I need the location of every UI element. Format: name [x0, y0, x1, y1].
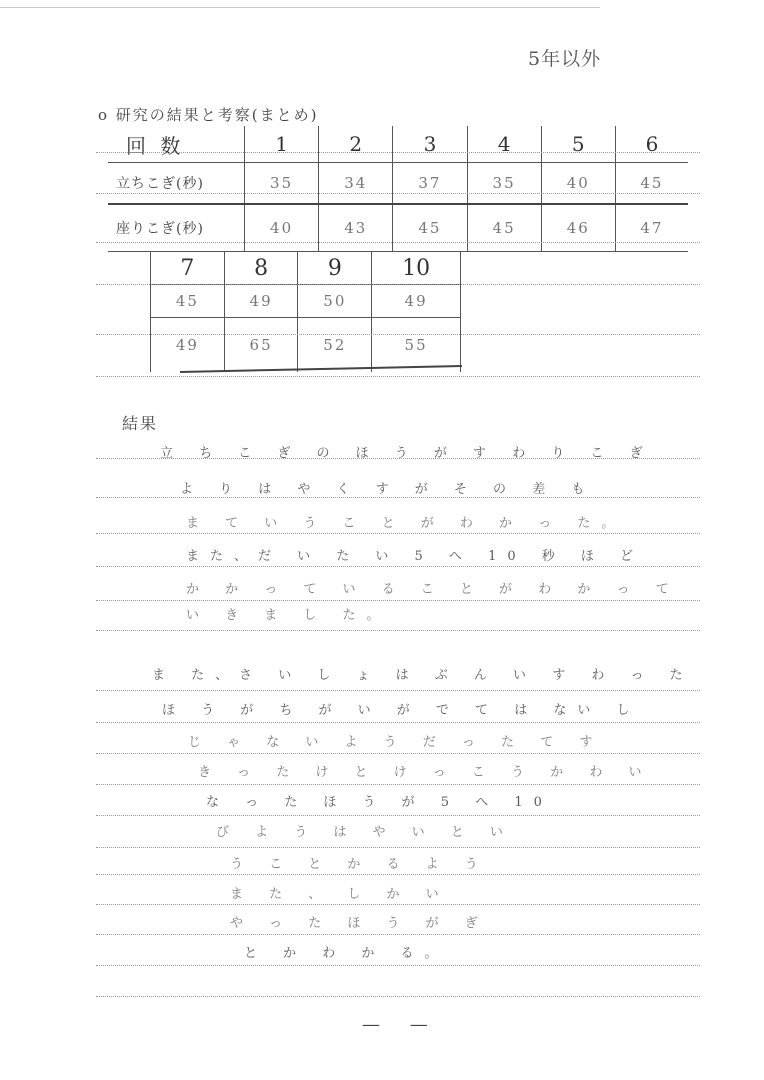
text-line: ま た、さ い し ょ は ぶ ん い す わ っ た [152, 668, 694, 683]
time-cell: 45 [467, 204, 541, 252]
ruled-line [96, 533, 700, 534]
count-cell: 9 [298, 252, 372, 285]
time-cell: 35 [245, 163, 319, 205]
scan-edge-line [0, 7, 600, 8]
ruled-line [96, 193, 700, 194]
time-cell: 49 [175, 336, 199, 354]
result-heading: 結果 [122, 414, 159, 433]
text-line: と か わ か る。 [244, 946, 449, 961]
time-cell: 50 [298, 285, 372, 318]
text-line: な っ た ほ う が 5 へ 10 [206, 795, 553, 810]
time-cell: 45 [151, 285, 225, 318]
text-line: か か っ て い る こ と が わ か っ て [186, 582, 680, 597]
text-line: また、だ い た い 5 へ 10 秒 ほ ど [186, 549, 645, 564]
results-table-continued [150, 252, 461, 372]
count-cell: 1 [245, 126, 319, 163]
ruled-line [96, 753, 700, 754]
time-cell: 43 [319, 204, 393, 252]
page-number: — — [362, 1014, 440, 1035]
ruled-line [96, 965, 700, 966]
time-cell: 34 [319, 163, 393, 205]
count-cell: 8 [224, 252, 298, 285]
time-cell: 55 [372, 318, 461, 373]
text-line: よ り は や く す が そ の 差 も [180, 482, 596, 497]
ruled-line [96, 847, 700, 848]
time-cell: 40 [245, 204, 319, 252]
time-cell: 35 [467, 163, 541, 205]
ruled-line [96, 904, 700, 905]
table-row [151, 285, 461, 318]
time-cell: 52 [298, 318, 372, 373]
time-cell: 49 [372, 285, 461, 318]
table-row [108, 204, 688, 252]
table-header-row [151, 252, 461, 285]
text-line: ま て い う こ と が わ か っ た。 [186, 516, 626, 531]
text-line: き っ た け と け っ こ う か わ い [198, 765, 653, 780]
time-cell: 47 [615, 204, 688, 252]
time-cell: 65 [224, 318, 298, 373]
text-line: び よ う は や い と い [216, 825, 514, 840]
table-row [108, 163, 688, 205]
table-header-row [108, 126, 688, 163]
ruled-line [96, 242, 700, 243]
ruled-line [96, 376, 700, 377]
date-note: 5年以外 [528, 48, 602, 70]
ruled-line [96, 934, 700, 935]
time-cell: 46 [541, 204, 615, 252]
time-cell: 40 [541, 163, 615, 205]
count-cell: 5 [541, 126, 615, 163]
time-cell: 45 [615, 163, 688, 205]
text-line: 立 ち こ ぎ の ほ う が す わ り こ ぎ [160, 446, 654, 461]
text-line: い き ま し た。 [186, 608, 391, 623]
ruled-line [96, 815, 700, 816]
text-line: や っ た ほ う が ぎ [230, 916, 489, 931]
ruled-line [96, 874, 700, 875]
count-cell: 7 [151, 252, 225, 285]
ruled-line [96, 152, 700, 153]
time-cell: 37 [393, 163, 467, 205]
ruled-line [96, 566, 700, 567]
count-cell: 10 [372, 252, 461, 285]
count-cell: 6 [615, 126, 688, 163]
ruled-line [96, 334, 700, 335]
count-header-label: 回 数 [108, 126, 245, 163]
time-cell: 45 [393, 204, 467, 252]
results-table [108, 126, 688, 252]
text-line: う こ と か る よ う [230, 857, 489, 872]
table-row [151, 318, 461, 373]
count-cell: 2 [319, 126, 393, 163]
text-line: じ ゃ な い よ う だ っ た て す [188, 735, 604, 750]
ruled-line [96, 497, 700, 498]
ruled-line [96, 630, 700, 631]
ruled-line [96, 690, 700, 691]
count-cell: 4 [467, 126, 541, 163]
ruled-line [96, 784, 700, 785]
time-cell: 49 [224, 285, 298, 318]
ruled-line [96, 996, 700, 997]
text-line: ま た 、 し か い [230, 887, 450, 902]
ruled-line [96, 284, 700, 285]
row-label-standing: 立ちこぎ(秒) [108, 163, 245, 205]
row-label-sitting: 座りこぎ(秒) [108, 204, 245, 252]
ruled-line [96, 600, 700, 601]
text-line: ほ う が ち が い が で て は ない し [162, 703, 641, 718]
ruled-line [96, 722, 700, 723]
count-cell: 3 [393, 126, 467, 163]
section-title: o 研究の結果と考察(まとめ) [98, 106, 319, 124]
